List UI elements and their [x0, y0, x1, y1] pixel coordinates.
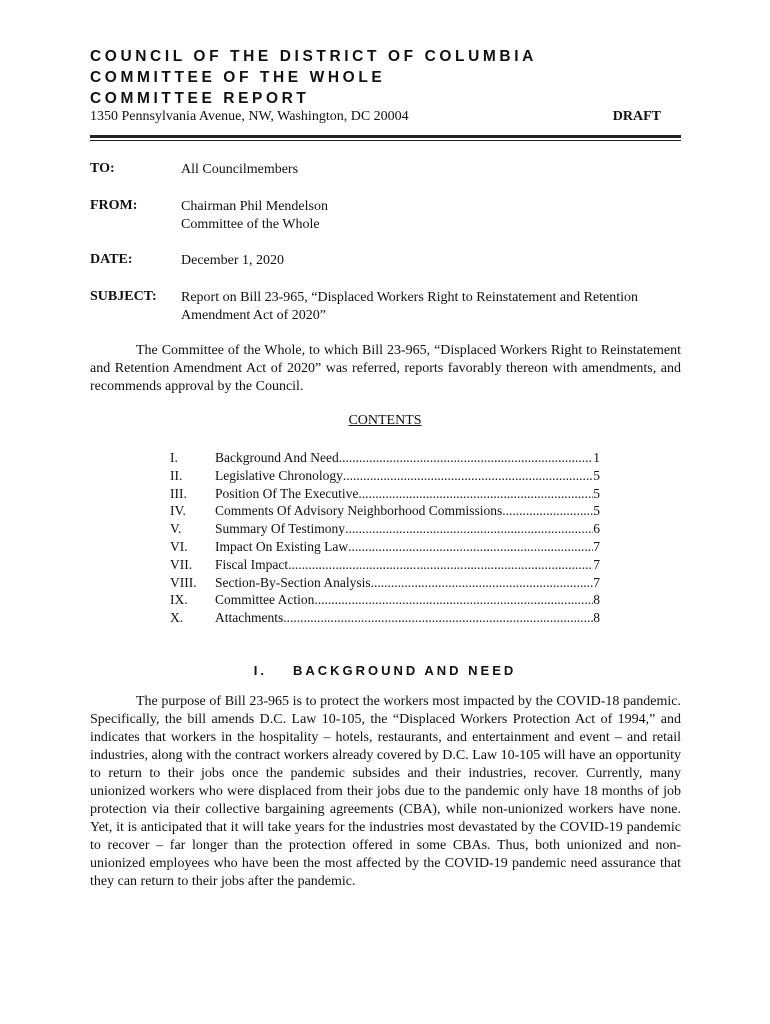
toc-row	[170, 592, 600, 610]
section-heading	[0, 663, 770, 678]
toc-title: Section-By-Section Analysis	[215, 574, 371, 590]
toc-row	[170, 610, 600, 628]
intro-paragraph: The Committee of the Whole, to which Bill 23-965, “Displaced Workers Right to Reinstatement and Retention Amendment Act of 2020” was referred, reports favorably thereon with amendments, and recommends approval by the Council.	[90, 343, 681, 394]
toc-title: Summary Of Testimony	[215, 521, 346, 537]
toc-leader-dots	[339, 450, 594, 466]
section-number: I.	[253, 663, 267, 678]
toc-row	[170, 575, 600, 593]
toc-row	[170, 521, 600, 539]
toc-number: IV.	[170, 503, 186, 519]
toc-page-number: 7	[593, 538, 600, 554]
toc-row	[170, 503, 600, 521]
toc-number: IX.	[170, 592, 188, 608]
toc-title: Background And Need	[215, 450, 339, 465]
toc-number: VI.	[170, 538, 188, 554]
toc-page-number: 8	[593, 592, 600, 608]
header-report: COMMITTEE REPORT	[90, 90, 310, 107]
toc-page-number: 5	[593, 503, 600, 519]
toc-leader-dots	[348, 539, 593, 555]
toc-page-number: 7	[593, 556, 600, 572]
header-rule-thick	[90, 135, 681, 138]
toc-row	[170, 450, 600, 468]
memo-from-committee: Committee of the Whole	[181, 217, 320, 232]
toc-title: Legislative Chronology	[215, 467, 343, 483]
toc-leader-dots	[371, 575, 594, 591]
toc-row	[170, 468, 600, 486]
toc-leader-dots	[288, 557, 593, 573]
toc-title: Comments Of Advisory Neighborhood Commissions	[215, 503, 503, 519]
toc-title: Impact On Existing Law	[215, 538, 349, 554]
section-title: BACKGROUND AND NEED	[292, 663, 517, 678]
memo-subject-label: SUBJECT:	[90, 289, 157, 304]
toc-row	[170, 557, 600, 575]
memo-to-text: All Councilmembers	[181, 162, 299, 177]
header-committee: COMMITTEE OF THE WHOLE	[90, 69, 386, 86]
toc-number: II.	[170, 467, 183, 483]
toc-number: III.	[170, 485, 187, 501]
memo-to-value	[181, 161, 681, 179]
background-paragraph: The purpose of Bill 23-965 is to protect the workers most impacted by the COVID-18 pandemic. Specifically, the bill amends D.C. Law 10-105, the “Displaced Workers Protection Act of 1994,” and indicates that workers in the hospitality – hotels, restaurants, and entertainment and event – and retail industries, along with the contract workers already covered by D.C. Law 10-105 will have an opportunity to return to their jobs once the pandemic subsides and their industries, recover. Currently, many unionized workers who were displaced from their jobs due to the pandemic only have 18 months of job protection via their collective bargaining agreements (CBA), while non-unionized workers have none. Yet, it is anticipated that it will take years for the industries most devastated by the COVID-19 pandemic to recover – far longer than the protection offered in some CBAs. Thus, both unionized and non-unionized employees who have been the most affected by the COVID-19 pandemic need assurance that they can return to their jobs after the pandemic.	[90, 694, 681, 889]
toc-leader-dots	[502, 503, 593, 519]
header-address: 1350 Pennsylvania Avenue, NW, Washington, DC 20004	[90, 109, 409, 124]
memo-subject-value	[181, 289, 681, 325]
toc-leader-dots	[314, 592, 593, 608]
memo-from-name: Chairman Phil Mendelson	[181, 199, 328, 214]
toc-page-number: 8	[593, 610, 600, 626]
toc-page-number: 7	[593, 574, 600, 590]
memo-to-label: TO:	[90, 161, 115, 176]
toc-row	[170, 486, 600, 504]
toc-leader-dots	[343, 468, 593, 484]
toc-number: X.	[170, 610, 184, 626]
memo-from-label: FROM:	[90, 198, 138, 213]
toc-page-number: 5	[593, 485, 600, 501]
toc-title: Attachments	[215, 610, 284, 626]
toc-page-number: 6	[593, 521, 600, 537]
header-rule-thin	[90, 140, 681, 141]
toc-leader-dots	[283, 610, 593, 626]
toc-number: VIII.	[170, 574, 197, 590]
toc-row	[170, 539, 600, 557]
toc-page-number: 1	[593, 450, 600, 465]
toc-number: VII.	[170, 556, 193, 572]
contents-title: CONTENTS	[348, 413, 422, 428]
memo-subject-text: Report on Bill 23-965, “Displaced Workers Right to Reinstatement and Retention Amendment Act of 2020”	[181, 290, 639, 323]
toc-number: I.	[170, 450, 178, 465]
toc-number: V.	[170, 521, 182, 537]
table-of-contents	[170, 450, 600, 628]
memo-date-label: DATE:	[90, 252, 133, 267]
toc-title: Position Of The Executive	[215, 485, 359, 501]
memo-date-value	[181, 252, 681, 270]
toc-leader-dots	[345, 521, 593, 537]
toc-leader-dots	[358, 486, 593, 502]
memo-date-text: December 1, 2020	[181, 253, 285, 268]
draft-label: DRAFT	[612, 109, 661, 124]
toc-title: Committee Action	[215, 592, 315, 608]
memo-from-value	[181, 198, 681, 234]
toc-page-number: 5	[593, 467, 600, 483]
toc-title: Fiscal Impact	[215, 556, 289, 572]
header-council: COUNCIL OF THE DISTRICT OF COLUMBIA	[90, 48, 537, 65]
